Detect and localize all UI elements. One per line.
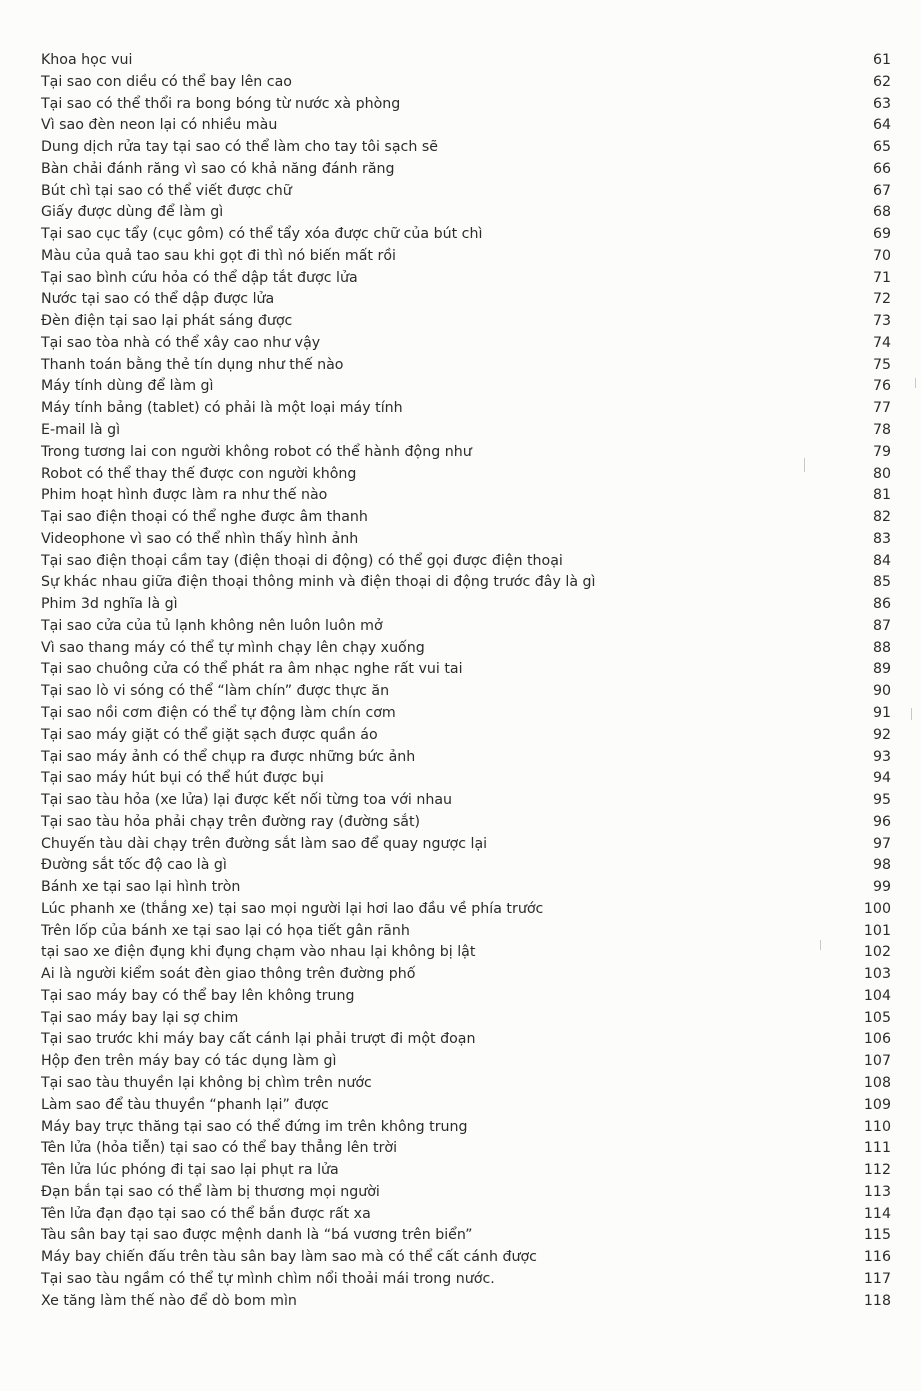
toc-entry-title: Chuyến tàu dài chạy trên đường sắt làm sao để quay ngược lại (41, 835, 488, 852)
toc-entry-page-number: 100 (863, 900, 891, 917)
toc-entry-title: Tên lửa lúc phóng đi tại sao lại phụt ra lửa (41, 1162, 339, 1179)
toc-entry-page-number: 114 (863, 1205, 891, 1222)
toc-entry (41, 72, 891, 94)
table-of-contents (41, 50, 891, 1312)
toc-entry (41, 659, 891, 681)
toc-entry-page-number: 99 (872, 879, 891, 896)
toc-entry (41, 442, 891, 464)
toc-entry (41, 159, 891, 181)
toc-entry-title: Bút chì tại sao có thể viết được chữ (41, 182, 292, 199)
toc-entry-page-number: 79 (872, 443, 891, 460)
toc-entry (41, 464, 891, 486)
toc-entry-title: Bàn chải đánh răng vì sao có khả năng đánh răng (41, 160, 395, 177)
toc-entry-title: Tại sao tàu ngầm có thể tự mình chìm nổi thoải mái trong nước. (41, 1270, 495, 1287)
toc-entry-page-number: 109 (863, 1096, 891, 1113)
toc-entry-title: Tại sao tòa nhà có thể xây cao như vậy (41, 334, 321, 351)
scan-mark (804, 458, 805, 472)
toc-entry-page-number: 91 (872, 704, 891, 721)
toc-entry (41, 355, 891, 377)
toc-entry (41, 376, 891, 398)
toc-entry-page-number: 111 (863, 1140, 891, 1157)
scan-mark (911, 708, 912, 720)
toc-entry-page-number: 113 (863, 1183, 891, 1200)
toc-entry-page-number: 92 (872, 726, 891, 743)
toc-entry-title: Tại sao cửa của tủ lạnh không nên luôn luôn mở (41, 617, 383, 634)
toc-entry (41, 812, 891, 834)
toc-entry-title: Phim 3d nghĩa là gì (41, 596, 178, 613)
toc-entry-title: Tại sao máy ảnh có thể chụp ra được những bức ảnh (41, 748, 416, 765)
toc-entry-page-number: 87 (872, 617, 891, 634)
toc-entry (41, 224, 891, 246)
toc-entry-title: Máy tính dùng để làm gì (41, 378, 214, 395)
toc-entry (41, 616, 891, 638)
toc-entry-page-number: 72 (872, 291, 891, 308)
toc-entry-title: Tên lửa (hỏa tiễn) tại sao có thể bay thẳng lên trời (41, 1140, 398, 1157)
toc-entry (41, 1204, 891, 1226)
toc-entry (41, 594, 891, 616)
toc-entry (41, 311, 891, 333)
toc-entry (41, 790, 891, 812)
toc-entry-title: Tại sao máy giặt có thể giặt sạch được quần áo (41, 726, 378, 743)
toc-entry (41, 485, 891, 507)
toc-entry-title: Tại sao có thể thổi ra bong bóng từ nước xà phòng (41, 95, 401, 112)
toc-entry-page-number: 66 (872, 160, 891, 177)
toc-entry-page-number: 93 (872, 748, 891, 765)
toc-entry-title: Tại sao máy hút bụi có thể hút được bụi (41, 770, 324, 787)
toc-entry-title: Thanh toán bằng thẻ tín dụng như thế nào (41, 356, 344, 373)
toc-entry (41, 529, 891, 551)
toc-entry (41, 877, 891, 899)
toc-entry-page-number: 70 (872, 247, 891, 264)
toc-entry-page-number: 96 (872, 813, 891, 830)
toc-entry-title: Vì sao đèn neon lại có nhiều màu (41, 117, 278, 134)
toc-entry-title: Tại sao tàu hỏa phải chạy trên đường ray (đường sắt) (41, 813, 421, 830)
toc-entry-page-number: 73 (872, 313, 891, 330)
toc-entry-page-number: 112 (863, 1162, 891, 1179)
toc-entry-title: Đường sắt tốc độ cao là gì (41, 857, 227, 874)
toc-entry-title: Sự khác nhau giữa điện thoại thông minh và điện thoại di động trước đây là gì (41, 574, 596, 591)
toc-entry-page-number: 69 (872, 226, 891, 243)
toc-entry-page-number: 95 (872, 792, 891, 809)
toc-entry-page-number: 115 (863, 1227, 891, 1244)
toc-entry-page-number: 101 (863, 922, 891, 939)
toc-entry-title: Robot có thể thay thế được con người không (41, 465, 357, 482)
toc-entry (41, 94, 891, 116)
toc-entry (41, 572, 891, 594)
toc-entry (41, 1225, 891, 1247)
toc-entry-title: Phim hoạt hình được làm ra như thế nào (41, 487, 328, 504)
toc-entry-page-number: 65 (872, 139, 891, 156)
toc-entry-page-number: 90 (872, 683, 891, 700)
toc-entry-page-number: 76 (872, 378, 891, 395)
toc-entry-page-number: 106 (863, 1031, 891, 1048)
toc-entry (41, 202, 891, 224)
toc-entry (41, 551, 891, 573)
toc-entry-title: Tại sao máy bay có thể bay lên không trung (41, 987, 355, 1004)
toc-entry-title: Nước tại sao có thể dập được lửa (41, 291, 275, 308)
toc-entry-title: Dung dịch rửa tay tại sao có thể làm cho tay tôi sạch sẽ (41, 139, 438, 156)
toc-entry (41, 964, 891, 986)
toc-entry-page-number: 94 (872, 770, 891, 787)
toc-entry (41, 768, 891, 790)
toc-entry-page-number: 117 (863, 1270, 891, 1287)
toc-entry (41, 855, 891, 877)
toc-entry (41, 1051, 891, 1073)
toc-entry-title: Bánh xe tại sao lại hình tròn (41, 879, 241, 896)
toc-entry (41, 50, 891, 72)
toc-entry-title: Tại sao nồi cơm điện có thể tự động làm chín cơm (41, 704, 396, 721)
toc-entry-title: Tại sao máy bay lại sợ chim (41, 1009, 239, 1026)
toc-entry (41, 921, 891, 943)
scan-mark (820, 940, 821, 950)
toc-entry-page-number: 98 (872, 857, 891, 874)
toc-entry-page-number: 116 (863, 1249, 891, 1266)
toc-entry (41, 115, 891, 137)
toc-entry-title: Máy tính bảng (tablet) có phải là một loại máy tính (41, 400, 403, 417)
toc-entry-page-number: 118 (863, 1292, 891, 1309)
toc-entry-page-number: 68 (872, 204, 891, 221)
toc-entry (41, 420, 891, 442)
toc-entry (41, 1182, 891, 1204)
toc-entry (41, 747, 891, 769)
toc-entry-page-number: 71 (872, 269, 891, 286)
toc-entry-title: Trên lốp của bánh xe tại sao lại có họa tiết gân rãnh (41, 922, 410, 939)
toc-entry-title: Tại sao điện thoại cầm tay (điện thoại di động) có thể gọi được điện thoại (41, 552, 563, 569)
toc-entry (41, 703, 891, 725)
toc-entry-title: Tại sao tàu hỏa (xe lửa) lại được kết nối từng toa với nhau (41, 792, 453, 809)
toc-entry-title: tại sao xe điện đụng khi đụng chạm vào nhau lại không bị lật (41, 944, 476, 961)
toc-entry-title: Hộp đen trên máy bay có tác dụng làm gì (41, 1053, 337, 1070)
toc-entry-title: Đạn bắn tại sao có thể làm bị thương mọi người (41, 1183, 380, 1200)
toc-entry-page-number: 105 (863, 1009, 891, 1026)
toc-entry-page-number: 104 (863, 987, 891, 1004)
toc-entry (41, 681, 891, 703)
toc-entry-page-number: 64 (872, 117, 891, 134)
toc-entry-title: E-mail là gì (41, 422, 121, 439)
toc-entry-page-number: 80 (872, 465, 891, 482)
toc-entry-page-number: 83 (872, 530, 891, 547)
toc-entry (41, 137, 891, 159)
toc-entry-page-number: 107 (863, 1053, 891, 1070)
toc-entry-title: Máy bay chiến đấu trên tàu sân bay làm sao mà có thể cất cánh được (41, 1249, 537, 1266)
toc-entry-title: Tại sao điện thoại có thể nghe được âm thanh (41, 509, 368, 526)
toc-entry-page-number: 77 (872, 400, 891, 417)
toc-entry-title: Tại sao bình cứu hỏa có thể dập tắt được lửa (41, 269, 358, 286)
toc-entry (41, 1073, 891, 1095)
toc-entry (41, 1138, 891, 1160)
toc-entry (41, 333, 891, 355)
toc-entry-page-number: 84 (872, 552, 891, 569)
toc-entry-title: Videophone vì sao có thể nhìn thấy hình ảnh (41, 530, 359, 547)
toc-entry-page-number: 108 (863, 1074, 891, 1091)
toc-entry (41, 1160, 891, 1182)
toc-entry-title: Máy bay trực thăng tại sao có thể đứng im trên không trung (41, 1118, 468, 1135)
toc-entry (41, 398, 891, 420)
toc-entry-title: Tại sao chuông cửa có thể phát ra âm nhạc nghe rất vui tai (41, 661, 463, 678)
toc-entry (41, 942, 891, 964)
toc-entry-page-number: 103 (863, 966, 891, 983)
toc-entry-page-number: 81 (872, 487, 891, 504)
toc-entry-title: Giấy được dùng để làm gì (41, 204, 224, 221)
toc-entry-page-number: 62 (872, 73, 891, 90)
toc-entry-title: Tại sao con diều có thể bay lên cao (41, 73, 292, 90)
toc-entry (41, 834, 891, 856)
toc-entry (41, 1247, 891, 1269)
toc-entry (41, 246, 891, 268)
toc-entry-page-number: 78 (872, 422, 891, 439)
toc-entry-title: Tại sao lò vi sóng có thể “làm chín” được thực ăn (41, 683, 390, 700)
toc-entry (41, 1117, 891, 1139)
toc-entry-title: Đèn điện tại sao lại phát sáng được (41, 313, 293, 330)
toc-entry (41, 1269, 891, 1291)
toc-entry (41, 899, 891, 921)
toc-entry (41, 181, 891, 203)
toc-entry-title: Trong tương lai con người không robot có thể hành động như (41, 443, 472, 460)
toc-entry-title: Tại sao trước khi máy bay cất cánh lại phải trượt đi một đoạn (41, 1031, 476, 1048)
toc-entry-page-number: 63 (872, 95, 891, 112)
toc-entry-page-number: 82 (872, 509, 891, 526)
toc-entry-title: Xe tăng làm thế nào để dò bom mìn (41, 1292, 297, 1309)
scan-mark (915, 378, 916, 388)
toc-entry (41, 1029, 891, 1051)
toc-entry (41, 1291, 891, 1313)
toc-entry-title: Tại sao cục tẩy (cục gôm) có thể tẩy xóa được chữ của bút chì (41, 226, 483, 243)
toc-entry-title: Ai là người kiểm soát đèn giao thông trên đường phố (41, 966, 416, 983)
toc-entry-page-number: 67 (872, 182, 891, 199)
toc-entry-page-number: 61 (872, 52, 891, 68)
toc-entry-title: Tại sao tàu thuyền lại không bị chìm trên nước (41, 1074, 372, 1091)
toc-entry (41, 986, 891, 1008)
toc-entry-title: Làm sao để tàu thuyền “phanh lại” được (41, 1096, 329, 1113)
toc-entry-page-number: 85 (872, 574, 891, 591)
toc-entry-title: Khoa học vui (41, 52, 133, 68)
toc-entry (41, 725, 891, 747)
toc-entry (41, 1008, 891, 1030)
toc-entry-page-number: 88 (872, 639, 891, 656)
toc-entry (41, 638, 891, 660)
toc-entry-page-number: 97 (872, 835, 891, 852)
toc-entry-title: Vì sao thang máy có thể tự mình chạy lên chạy xuống (41, 639, 425, 656)
toc-entry (41, 268, 891, 290)
toc-entry-page-number: 89 (872, 661, 891, 678)
toc-entry (41, 507, 891, 529)
toc-entry-page-number: 86 (872, 596, 891, 613)
toc-entry (41, 289, 891, 311)
toc-entry-page-number: 110 (863, 1118, 891, 1135)
toc-entry-title: Tàu sân bay tại sao được mệnh danh là “bá vương trên biển” (41, 1227, 473, 1244)
toc-entry-page-number: 74 (872, 334, 891, 351)
toc-entry-title: Tên lửa đạn đạo tại sao có thể bắn được rất xa (41, 1205, 371, 1222)
toc-entry-page-number: 75 (872, 356, 891, 373)
toc-entry-page-number: 102 (863, 944, 891, 961)
toc-entry-title: Lúc phanh xe (thắng xe) tại sao mọi người lại hơi lao đầu về phía trước (41, 900, 544, 917)
toc-entry (41, 1095, 891, 1117)
toc-entry-title: Màu của quả tao sau khi gọt đi thì nó biến mất rồi (41, 247, 396, 264)
